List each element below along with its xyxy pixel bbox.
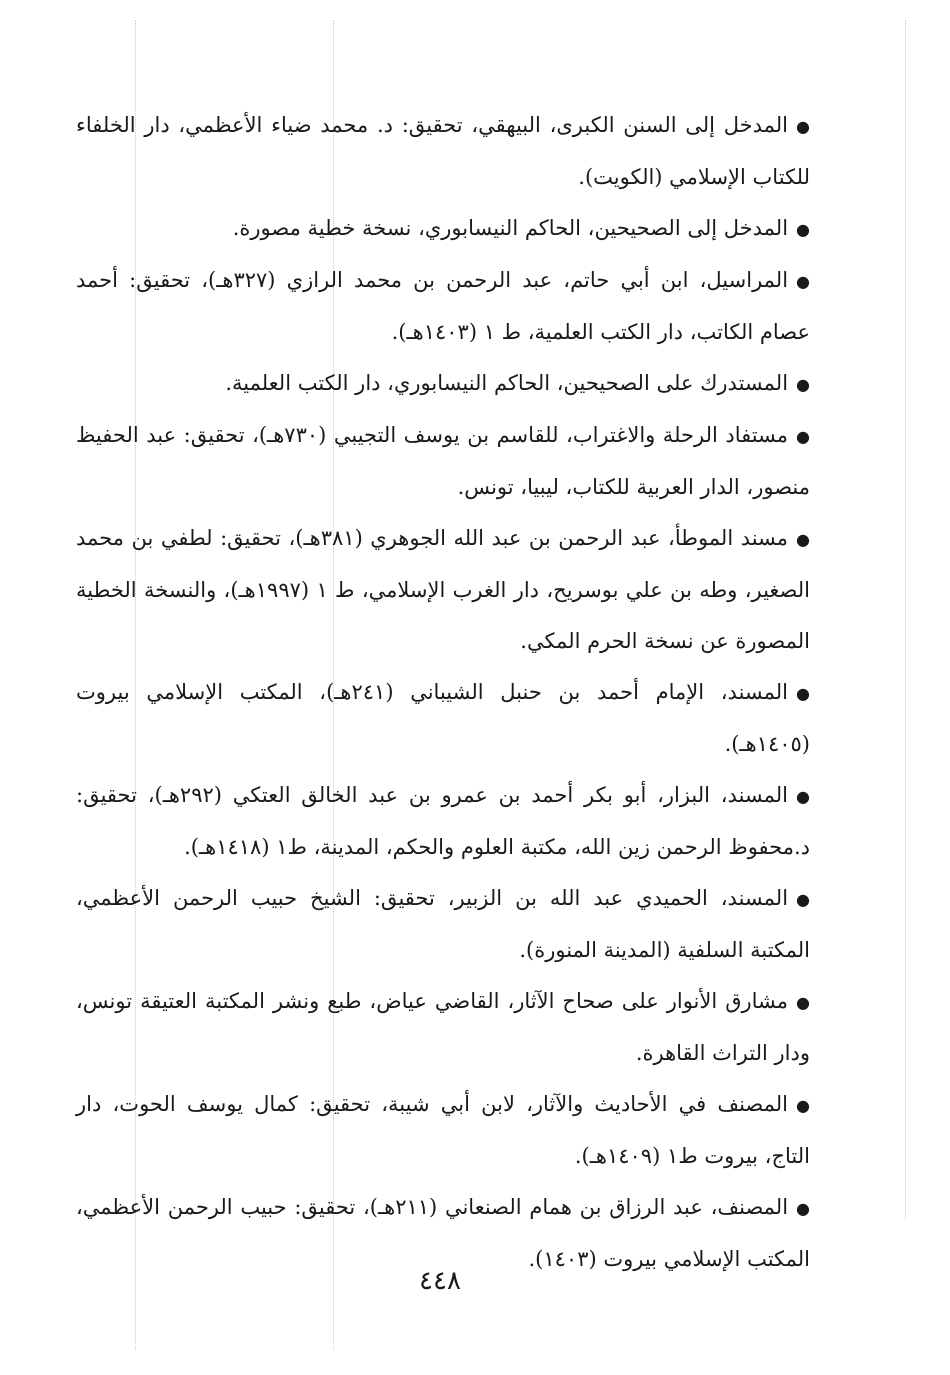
bullet-icon: ● [796,1096,810,1115]
entry-text: المسند، الحميدي عبد الله بن الزبير، تحقيق: الشيخ حبيب الرحمن الأعظمي، المكتبة السلفية (المدينة المنورة). [76,886,810,962]
bullet-icon: ● [796,530,810,549]
bibliography-entry [76,358,810,410]
bibliography-entry [76,513,810,667]
bullet-icon: ● [796,890,810,909]
entry-text: مسند الموطأ، عبد الرحمن بن عبد الله الجوهري (٣٨١هـ)، تحقيق: لطفي بن محمد الصغير، وطه بن علي بوسريح، دار الغرب الإسلامي، ط ١ (١٩٩٧هـ)، والنسخة الخطية المصورة عن نسخة الحرم المكي. [76,526,811,653]
bibliography-entry [76,770,810,873]
entry-text: مشارق الأنوار على صحاح الآثار، القاضي عياض، طبع ونشر المكتبة العتيقة تونس، ودار التراث القاهرة. [76,989,810,1065]
scan-artifact-line [905,20,906,1220]
entry-text: المصنف في الأحاديث والآثار، لابن أبي شيبة، تحقيق: كمال يوسف الحوت، دار التاج، بيروت ط١ (١٤٠٩هـ). [76,1092,810,1168]
bullet-icon: ● [796,427,811,446]
page-number: ٤٤٨ [419,1266,461,1296]
entry-text: المدخل إلى الصحيحين، الحاكم النيسابوري، نسخة خطية مصورة. [232,216,789,240]
bibliography-entry [76,100,810,203]
bibliography-list [76,100,810,1285]
bibliography-entry [76,410,810,513]
bullet-icon: ● [796,272,810,291]
bullet-icon: ● [796,117,810,136]
entry-text: المدخل إلى السنن الكبرى، البيهقي، تحقيق: د. محمد ضياء الأعظمي، دار الخلفاء للكتاب الإسلامي (الكويت). [76,113,810,189]
bibliography-entry [76,255,810,358]
bibliography-entry [76,203,810,255]
bullet-icon: ● [796,1199,811,1218]
bullet-icon: ● [796,787,810,806]
entry-text: المسند، الإمام أحمد بن حنبل الشيباني (٢٤١هـ)، المكتب الإسلامي بيروت (١٤٠٥هـ). [76,680,810,756]
bibliography-entry [76,1079,810,1182]
entry-text: المصنف، عبد الرزاق بن همام الصنعاني (٢١١هـ)، تحقيق: حبيب الرحمن الأعظمي، المكتب الإسلامي بيروت (١٤٠٣). [76,1195,810,1271]
bibliography-entry [76,667,810,770]
entry-text: المسند، البزار، أبو بكر أحمد بن عمرو بن عبد الخالق العتكي (٢٩٢هـ)، تحقيق: د.محفوظ الرحمن زين الله، مكتبة العلوم والحكم، المدينة، ط١ (١٤١٨هـ). [76,783,810,859]
bullet-icon: ● [796,684,810,703]
bibliography-entry [76,976,810,1079]
entry-text: المراسيل، ابن أبي حاتم، عبد الرحمن بن محمد الرازي (٣٢٧هـ)، تحقيق: أحمد عصام الكاتب، دار الكتب العلمية، ط ١ (١٤٠٣هـ). [76,268,810,344]
bullet-icon: ● [796,993,810,1012]
entry-text: المستدرك على الصحيحين، الحاكم النيسابوري، دار الكتب العلمية. [225,371,789,395]
bullet-icon: ● [796,220,810,239]
bullet-icon: ● [796,375,810,394]
bibliography-entry [76,873,810,976]
entry-text: مستفاد الرحلة والاغتراب، للقاسم بن يوسف التجيبي (٧٣٠هـ)، تحقيق: عبد الحفيظ منصور، الدار العربية للكتاب، ليبيا، تونس. [76,423,810,499]
